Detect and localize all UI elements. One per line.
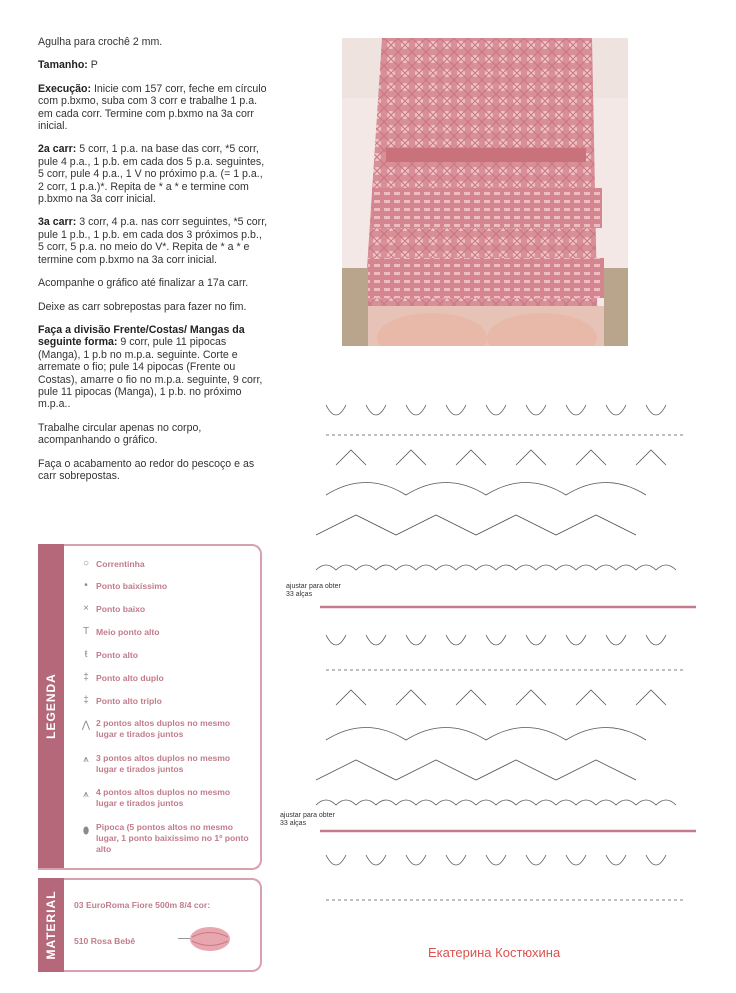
circular-text: Trabalhe circular apenas no corpo, acompanhando o gráfico. <box>38 421 202 447</box>
two-treble-cluster-icon: ⋀ <box>81 720 91 731</box>
material-title: MATERIAL <box>44 890 58 960</box>
adjust-note-1: ajustar para obter 33 alças <box>286 583 341 598</box>
pattern-instructions <box>38 36 268 493</box>
legend-item: Ponto alto duplo <box>96 673 164 683</box>
single-crochet-icon: × <box>83 603 89 614</box>
dress-photo <box>342 38 628 346</box>
legend-item: Ponto baixo <box>96 604 146 614</box>
color-text: 510 Rosa Bebê <box>74 936 136 946</box>
execution-text: Inicie com 157 corr, feche em círculo com p.bxmo, suba com 3 corr e trabalhe 1 p.a. em cada corr. Termine com p.bxmo na 3a corr inicial. <box>38 82 267 133</box>
yarn-ball-icon <box>188 924 233 954</box>
adjust-note-2: ajustar para obter 33 alças <box>280 812 335 827</box>
row3-label: 3a carr: <box>38 216 77 229</box>
legend-item: 2 pontos altos duplos no mesmo lugar e tirados juntos <box>96 718 231 739</box>
legend-box <box>38 544 262 870</box>
finish-text: Faça o acabamento ao redor do pescoço e as carr sobrepostas. <box>38 457 255 482</box>
signature: Екатерина Костюхина <box>428 945 561 960</box>
legend-item: 3 pontos altos duplos no mesmo lugar e tirados juntos <box>96 753 231 774</box>
popcorn-icon: ⬮ <box>82 826 90 837</box>
overlap-text: Deixe as carr sobrepostas para fazer no fim. <box>38 300 247 313</box>
treble-crochet-icon: ‡ <box>83 672 89 683</box>
legend-item: 4 pontos altos duplos no mesmo lugar e tirados juntos <box>96 787 231 808</box>
division-text: 9 corr, pule 11 pipocas (Manga), 1 p.b no m.p.a. seguinte. Corte e arremate o fio; pule 14 pipocas (Frente ou Costas), amarre o fio no m.p.a. seguinte, 9 corr, pule 11 pipocas (Manga), 1 p.b. no próximo m.p.a.. <box>38 336 263 411</box>
size-value: P <box>90 59 98 72</box>
legend-item: Correntinha <box>96 559 145 569</box>
crochet-chart <box>276 395 706 915</box>
material-box <box>38 878 262 972</box>
slip-stitch-icon: • <box>84 580 88 591</box>
needle-text: Agulha para crochê 2 mm. <box>38 36 163 48</box>
row2-label: 2a carr: <box>38 143 77 156</box>
legend-item: Ponto alto triplo <box>96 696 162 706</box>
size-label: Tamanho: <box>38 59 88 72</box>
row3-text: 3 corr, 4 p.a. nas corr seguintes, *5 corr, pule 1 p.b., 1 p.b. em cada dos 3 próximos p.b., 5 corr, 5 p.a. no meio do V*. Repita de * a * e termine com p.bxmo na 3a corr inicial. <box>38 216 268 266</box>
triple-treble-icon: ‡ <box>83 695 89 706</box>
legend-item: Ponto alto <box>96 650 139 660</box>
half-double-icon: T <box>82 626 90 637</box>
follow-text: Acompanhe o gráfico até finalizar a 17a carr. <box>38 277 249 290</box>
three-treble-cluster-icon: ⩚ <box>83 754 89 765</box>
legend-item: Pipoca (5 pontos altos no mesmo lugar, 1 ponto baixíssimo no 1º ponto alto <box>96 822 249 854</box>
division-label: Faça a divisão Frente/Costas/ Mangas da seguinte forma: <box>38 323 245 349</box>
execution-label: Execução: <box>38 82 91 95</box>
double-crochet-icon: ŧ <box>84 649 88 660</box>
chain-icon: ○ <box>82 558 90 569</box>
yarn-text: 03 EuroRoma Fiore 500m 8/4 cor: <box>74 900 211 910</box>
legend-title: LEGENDA <box>44 673 58 739</box>
row2-text: 5 corr, 1 p.a. na base das corr, *5 corr, pule 4 p.a., 1 p.b. em cada dos 5 p.a. seguintes, 5 corr, pule 4 p.a., 1 V no próximo p.a. (= 1 p.a., 2 corr, 1 p.a.)*. Repita de * a * e termine com p.bxmo na 3a corr inicial. <box>38 143 265 206</box>
four-treble-cluster-icon: ⩚ <box>83 789 89 800</box>
legend-tab <box>38 544 64 868</box>
legend-item: Meio ponto alto <box>96 627 160 637</box>
material-tab <box>38 878 64 972</box>
legend-item: Ponto baixíssimo <box>96 581 168 591</box>
